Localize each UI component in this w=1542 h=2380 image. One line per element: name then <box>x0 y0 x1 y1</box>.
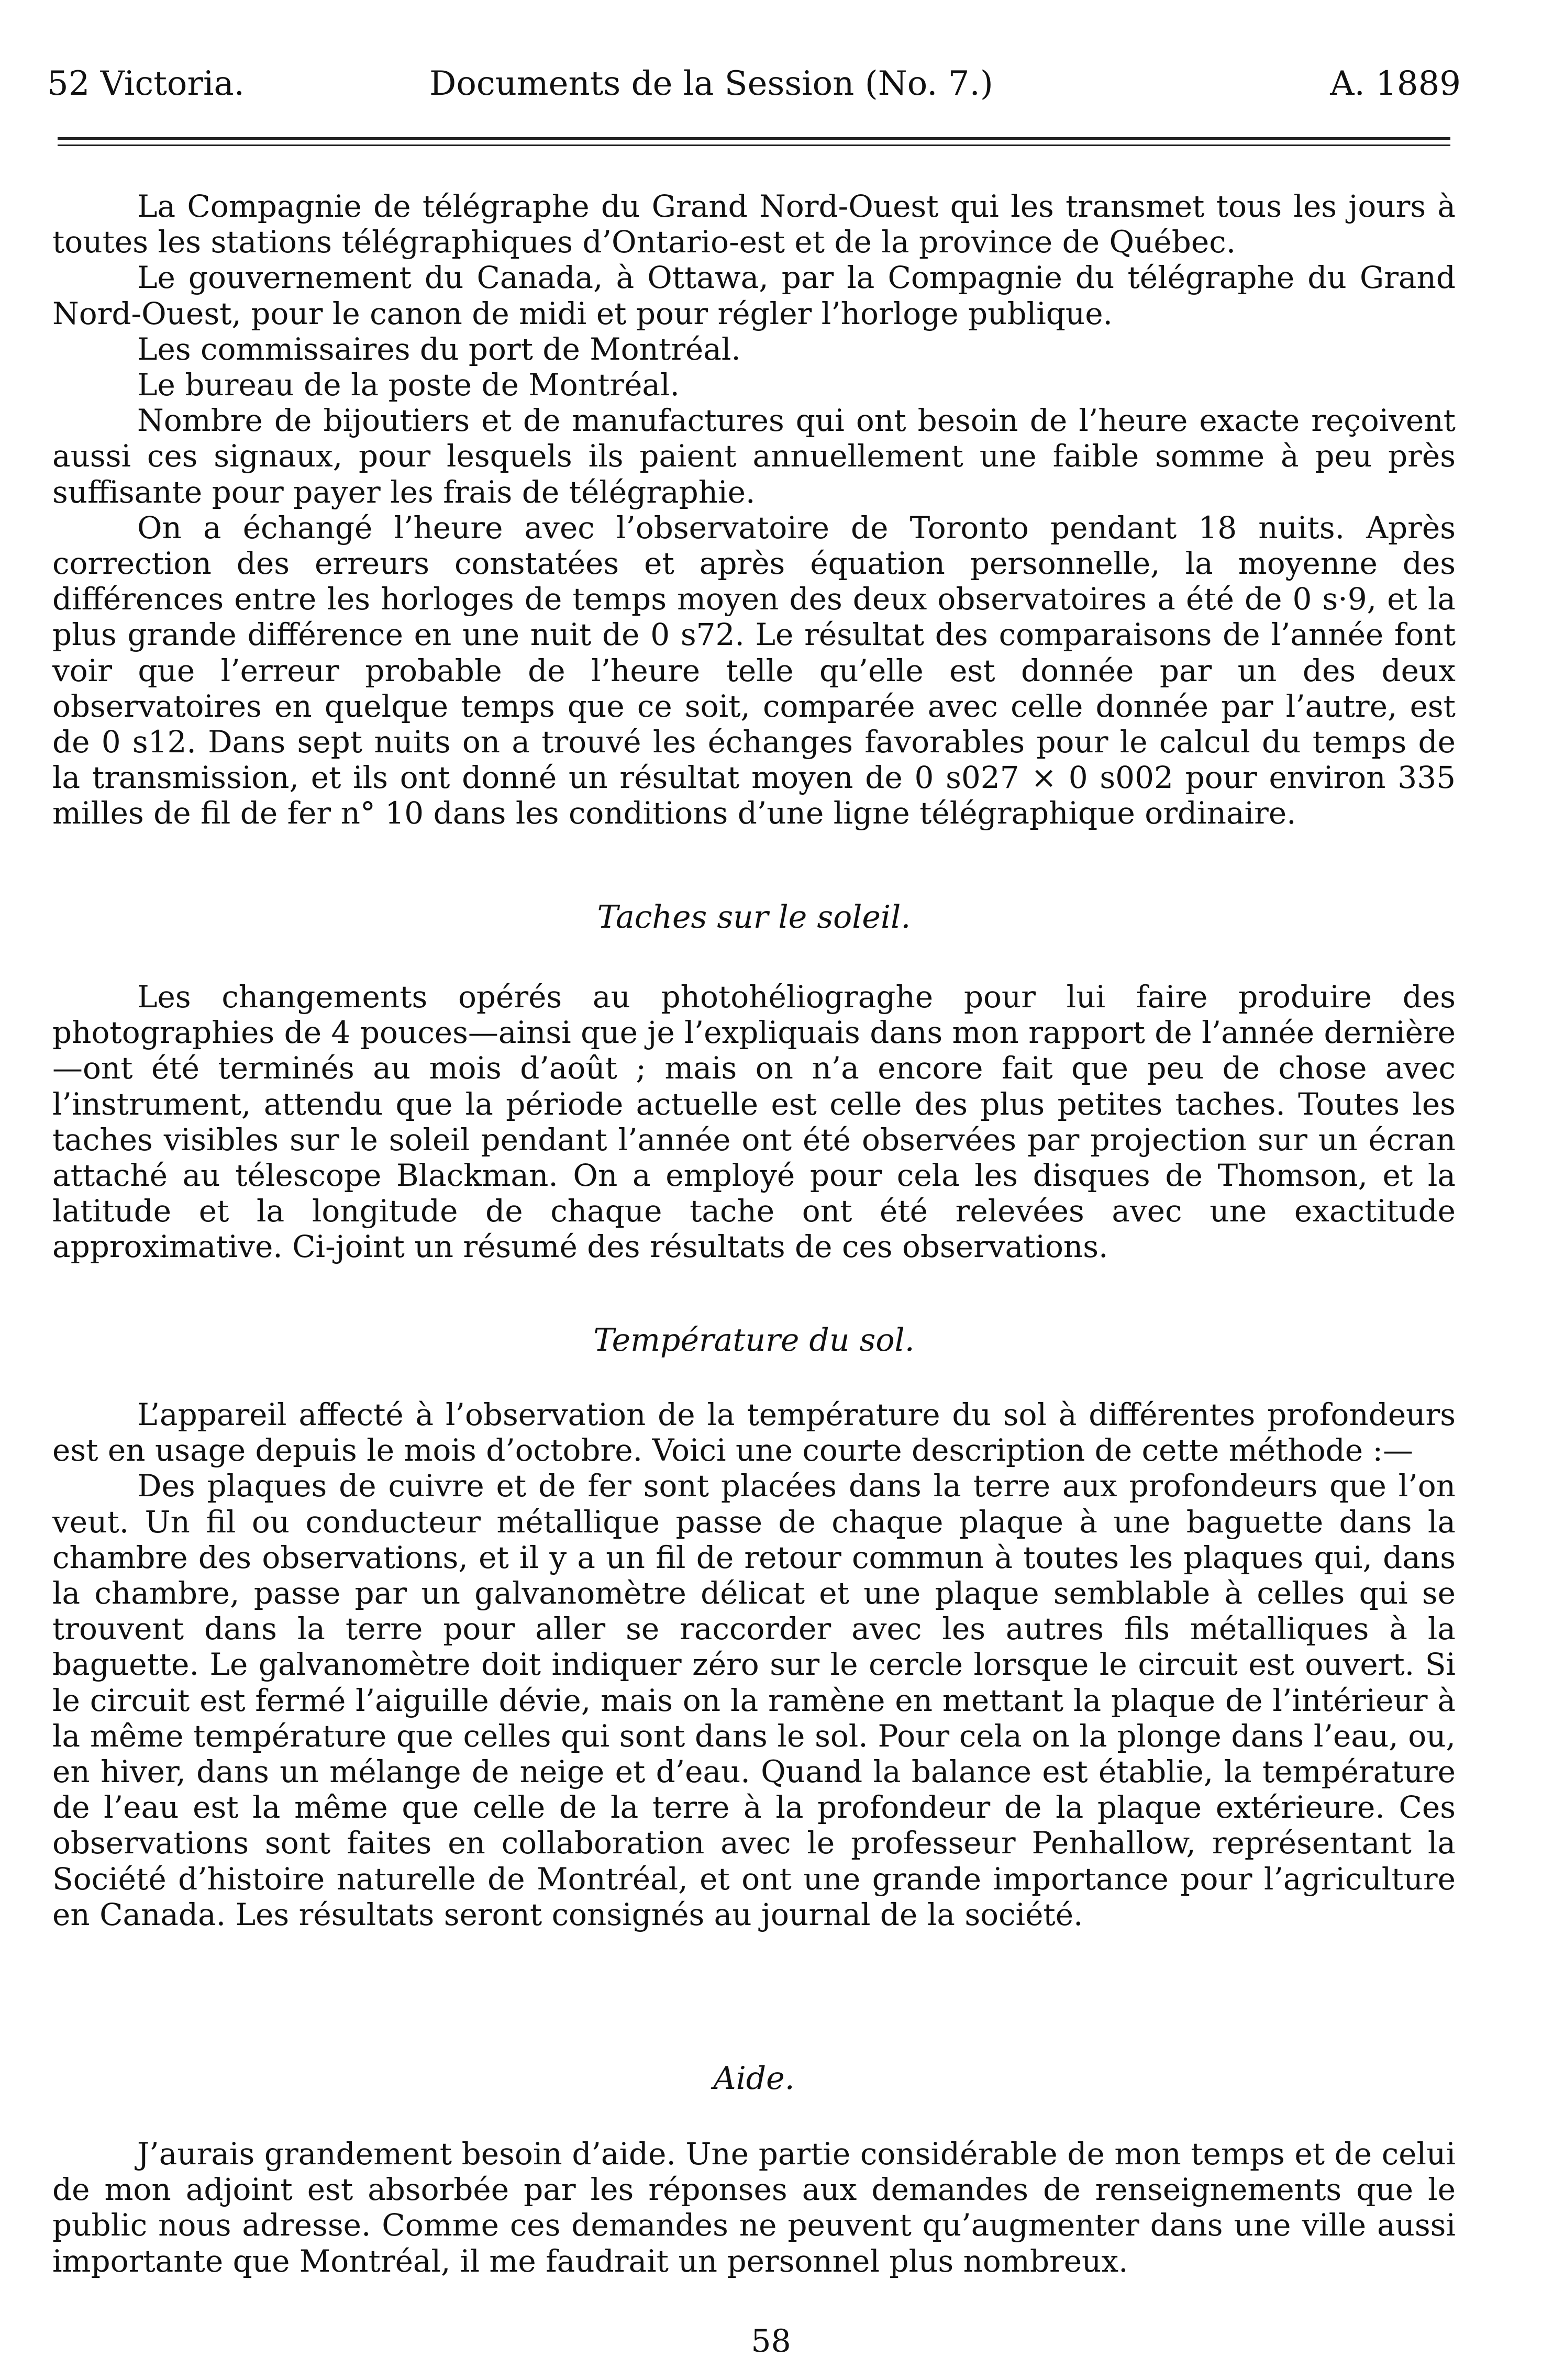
section-title-assistance: Aide. <box>713 2060 795 2097</box>
paragraph: Le gouvernement du Canada, à Ottawa, par la Compagnie du télégraphe du Grand Nord-Ouest, pour le canon de midi et pour régler l’horloge publique. <box>52 260 1456 331</box>
header-rule-thick <box>58 137 1450 140</box>
paragraph: L’appareil affecté à l’observation de la température du sol à différentes profondeurs est en usage depuis le mois d’octobre. Voici une courte description de cette méthode :— <box>52 1397 1456 1469</box>
assistance-text-block <box>52 2136 1456 2279</box>
paragraph: J’aurais grandement besoin d’aide. Une partie considérable de mon temps et de celui de mon adjoint est absorbée par les réponses aux demandes de renseignements que le public nous adresse. Comme ces demandes ne peuvent qu’augmenter dans une ville aussi importante que Montréal, il me faudrait un personnel plus nombreux. <box>52 2136 1456 2279</box>
paragraph: La Compagnie de télégraphe du Grand Nord-Ouest qui les transmet tous les jours à toutes les stations télégraphiques d’Ontario-est et de la province de Québec. <box>52 188 1456 260</box>
paragraph: Nombre de bijoutiers et de manufactures qui ont besoin de l’heure exacte reçoivent aussi ces signaux, pour lesquels ils paient annuellement une faible somme à peu près suffisante pour payer les frais de télégraphie. <box>52 403 1456 510</box>
header-document-title: Documents de la Session (No. 7.) <box>429 64 993 103</box>
running-header <box>47 52 1461 115</box>
paragraph: On a échangé l’heure avec l’observatoire de Toronto pendant 18 nuits. Après correction des erreurs constatées et après équation personnelle, la moyenne des différences entre les horloges de temps moyen des deux observatoires a été de 0 s·9, et la plus grande différence en une nuit de 0 s72. Le résultat des comparaisons de l’année font voir que l’erreur probable de l’heure telle qu’elle est donnée par un des deux observatoires en quelque temps que ce soit, comparée avec celle donnée par l’autre, est de 0 s12. Dans sept nuits on a trouvé les échanges favorables pour le calcul du temps de la transmission, et ils ont donné un résultat moyen de 0 s027 × 0 s002 pour environ 335 milles de fil de fer n° 10 dans les conditions d’une ligne télégraphique ordinaire. <box>52 509 1456 831</box>
section-title-soil-temperature: Température du sol. <box>593 1322 915 1359</box>
sunspots-text-block <box>52 979 1456 1265</box>
header-rule-thin <box>58 144 1450 146</box>
section-title-sunspots: Taches sur le soleil. <box>597 899 911 936</box>
paragraph: Le bureau de la poste de Montréal. <box>137 367 680 403</box>
paragraph: Des plaques de cuivre et de fer sont placées dans la terre aux profondeurs que l’on veut. Un fil ou conducteur métallique passe de chaque plaque à une baguette dans la chambre des observations, et il y a un fil de retour commun à toutes les plaques qui, dans la chambre, passe par un galvanomètre délicat et une plaque semblable à celles qui se trouvent dans la terre pour aller se raccorder avec les autres fils métalliques à la baguette. Le galvanomètre doit indiquer zéro sur le cercle lorsque le circuit est ouvert. Si le circuit est fermé l’aiguille dévie, mais on la ramène en mettant la plaque de l’intérieur à la même température que celles qui sont dans le sol. Pour cela on la plonge dans l’eau, ou, en hiver, dans un mélange de neige et d’eau. Quand la balance est établie, la température de l’eau est la même que celle de la terre à la profondeur de la plaque extérieure. Ces observations sont faites en collaboration avec le professeur Penhallow, représentant la Société d’histoire naturelle de Montréal, et ont une grande importance pour l’agriculture en Canada. Les résultats seront consignés au journal de la société. <box>52 1468 1456 1932</box>
header-year-label: A. 1889 <box>1330 64 1461 103</box>
soil-temperature-text-block <box>52 1397 1456 1932</box>
paragraph: Les changements opérés au photohéliograghe pour lui faire produire des photographies de 4 pouces—ainsi que je l’expliquais dans mon rapport de l’année dernière—ont été terminés au mois d’août ; mais on n’a encore fait que peu de chose avec l’instrument, attendu que la période actuelle est celle des plus petites taches. Toutes les taches visibles sur le soleil pendant l’année ont été observées par projection sur un écran attaché au télescope Blackman. On a employé pour cela les disques de Thomson, et la latitude et la longitude de chaque tache ont été relevées avec une exactitude approximative. Ci-joint un résumé des résultats de ces observations. <box>52 979 1456 1265</box>
intro-text-block <box>52 188 1456 831</box>
paragraph: Les commissaires du port de Montréal. <box>137 331 741 367</box>
page-number: 58 <box>751 2323 791 2360</box>
header-session-year: 52 Victoria. <box>47 64 245 103</box>
